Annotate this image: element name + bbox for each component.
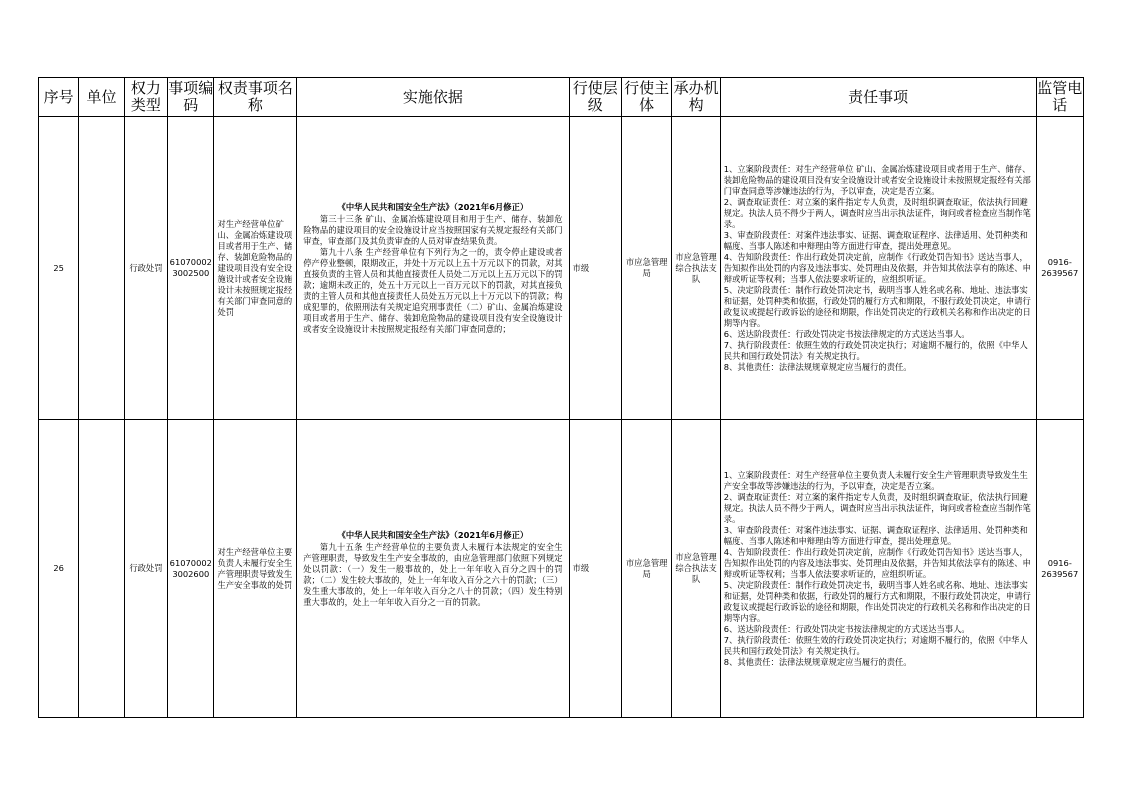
basis-law-title: 《中华人民共和国安全生产法》（2021年6月修正）: [337, 201, 529, 212]
header-phone: 监管电话: [1036, 78, 1083, 117]
cell-level: 市级: [569, 117, 621, 420]
table-row: [39, 420, 1084, 718]
cell-unit: [79, 117, 124, 420]
header-subject: 行使主体: [621, 78, 671, 117]
cell-level: 市级: [569, 420, 621, 718]
header-org: 承办机构: [672, 78, 720, 117]
cell-basis: [297, 117, 569, 420]
cell-subject: 市应急管理局: [621, 420, 671, 718]
cell-responsibility: [720, 420, 1036, 718]
cell-item-name: 对生产经营单位矿山、金属冶炼建设项目或者用于生产、储存、装卸危险物品的建设项目没有安全设施设计或者安全设施设计未按照规定报经有关部门审查同意的处罚: [214, 117, 297, 420]
table-header-row: [39, 78, 1084, 117]
cell-code: 61070002 3002600: [168, 420, 214, 718]
cell-seq: 26: [39, 420, 79, 718]
responsibility-item: 2、调查取证责任：对立案的案件指定专人负责，及时组织调查取证，依法执行回避规定。执法人员不得少于两人，调查时应当出示执法证件，询问或者检查应当制作笔录。: [723, 491, 1031, 524]
responsibility-item: 4、告知阶段责任：作出行政处罚决定前，应制作《行政处罚告知书》送达当事人，告知拟作出处罚的内容及违法事实、处罚理由及依据，并告知其依法享有的陈述、申辩或听证等权利；当事人依法要求听证的，应组织听证。: [723, 251, 1031, 284]
responsibility-item: 6、送达阶段责任：行政处罚决定书按法律规定的方式送达当事人。: [723, 623, 970, 634]
table-row: [39, 117, 1084, 420]
responsibility-item: 7、执行阶段责任：依照生效的行政处罚决定执行；对逾期不履行的，依照《中华人民共和国行政处罚法》有关规定执行。: [723, 634, 1028, 656]
responsibility-item: 5、决定阶段责任：制作行政处罚决定书，载明当事人姓名或名称、地址、违法事实和证据，处罚种类和依据，行政处罚的履行方式和期限，不服行政处罚决定，申请行政复议或提起行政诉讼的途径和期限，作出处罚决定的行政机关名称和作出决定的日期等内容。: [723, 284, 1031, 328]
cell-org: 市应急管理综合执法支队: [672, 117, 720, 420]
basis-paragraph: 第九十八条 生产经营单位有下列行为之一的，责令停止建设或者停产停业整顿，限期改正，并处十万元以上五十万元以下的罚款，对其直接负责的主管人员和其他直接责任人员处二万元以上五万元以下的罚款；逾期未改正的，处五十万元以上一百万元以下的罚款，对其直接负责的主管人员和其他直接责任人员处五万元以上十万元以下的罚款；构成犯罪的，依照刑法有关规定追究刑事责任（二）矿山、金属冶炼建设项目或者用于生产、储存、装卸危险物品的建设项目没有安全设施设计或者安全设施设计未按照规定报经有关部门审查同意的；: [303, 246, 563, 334]
header-basis: 实施依据: [297, 78, 569, 117]
basis-paragraph: 第九十五条 生产经营单位的主要负责人未履行本法规定的安全生产管理职责，导致发生生产安全事故的，由应急管理部门依照下列规定处以罚款：（一）发生一般事故的，处上一年年收入百分之四十的罚款；（二）发生较大事故的，处上一年年收入百分之六十的罚款；（三）发生重大事故的，处上一年年收入百分之八十的罚款；（四）发生特别重大事故的，处上一年年收入百分之一百的罚款。: [303, 541, 563, 607]
basis-law-title: 《中华人民共和国安全生产法》（2021年6月修正）: [337, 529, 529, 540]
basis-paragraph: 第三十三条 矿山、金属冶炼建设项目和用于生产、储存、装卸危险物品的建设项目的安全设施设计应当按照国家有关规定报经有关部门审查，审查部门及其负责审查的人员对审查结果负责。: [303, 213, 563, 246]
cell-phone: 0916- 2639567: [1036, 420, 1083, 718]
responsibility-item: 8、其他责任：法律法规规章规定应当履行的责任。: [723, 656, 912, 667]
cell-power-type: 行政处罚: [124, 420, 167, 718]
cell-basis: [297, 420, 569, 718]
cell-code: 61070002 3002500: [168, 117, 214, 420]
responsibility-item: 8、其他责任：法律法规规章规定应当履行的责任。: [723, 361, 912, 372]
header-level: 行使层级: [569, 78, 621, 117]
responsibility-item: 5、决定阶段责任：制作行政处罚决定书，载明当事人姓名或名称、地址、违法事实和证据，处罚种类和依据，行政处罚的履行方式和期限，不服行政处罚决定，申请行政复议或提起行政诉讼的途径和期限，作出处罚决定的行政机关名称和作出决定的日期等内容。: [723, 579, 1031, 623]
cell-seq: 25: [39, 117, 79, 420]
cell-item-name: 对生产经营单位主要负责人未履行安全生产管理职责导致发生生产安全事故的处罚: [214, 420, 297, 718]
cell-unit: [79, 420, 124, 718]
responsibility-item: 3、审查阶段责任：对案件违法事实、证据、调查取证程序、法律适用、处罚种类和幅度、当事人陈述和申辩理由等方面进行审查，提出处理意见。: [723, 524, 1028, 546]
header-unit: 单位: [79, 78, 124, 117]
responsibility-item: 2、调查取证责任：对立案的案件指定专人负责，及时组织调查取证，依法执行回避规定。执法人员不得少于两人，调查时应当出示执法证件，询问或者检查应当制作笔录。: [723, 196, 1031, 229]
header-code: 事项编码: [168, 78, 214, 117]
responsibility-item: 7、执行阶段责任：依照生效的行政处罚决定执行；对逾期不履行的，依照《中华人民共和国行政处罚法》有关规定执行。: [723, 339, 1028, 361]
header-responsibility: 责任事项: [720, 78, 1036, 117]
cell-subject: 市应急管理局: [621, 117, 671, 420]
responsibility-item: 1、立案阶段责任：对生产经营单位 矿山、金属冶炼建设项目或者用于生产、储存、装卸危险物品的建设项目没有安全设施设计或者安全设施设计未按照规定报经有关部门审查同意等涉嫌违法的行为，予以审查，决定是否立案。: [723, 163, 1031, 196]
cell-org: 市应急管理综合执法支队: [672, 420, 720, 718]
cell-responsibility: [720, 117, 1036, 420]
responsibility-item: 4、告知阶段责任：作出行政处罚决定前，应制作《行政处罚告知书》送达当事人，告知拟作出处罚的内容及违法事实、处罚理由及依据，并告知其依法享有的陈述、申辩或听证等权利；当事人依法要求听证的，应组织听证。: [723, 546, 1031, 579]
responsibility-item: 3、审查阶段责任：对案件违法事实、证据、调查取证程序、法律适用、处罚种类和幅度、当事人陈述和申辩理由等方面进行审查，提出处理意见。: [723, 229, 1028, 251]
header-item-name: 权责事项名称: [214, 78, 297, 117]
power-list-table: [38, 77, 1084, 718]
responsibility-item: 1、立案阶段责任：对生产经营单位主要负责人未履行安全生产管理职责导致发生生产安全事故等涉嫌违法的行为，予以审查，决定是否立案。: [723, 469, 1028, 491]
cell-phone: 0916- 2639567: [1036, 117, 1083, 420]
header-power-type: 权力类型: [124, 78, 167, 117]
responsibility-item: 6、送达阶段责任：行政处罚决定书按法律规定的方式送达当事人。: [723, 328, 970, 339]
cell-power-type: 行政处罚: [124, 117, 167, 420]
header-seq: 序号: [39, 78, 79, 117]
